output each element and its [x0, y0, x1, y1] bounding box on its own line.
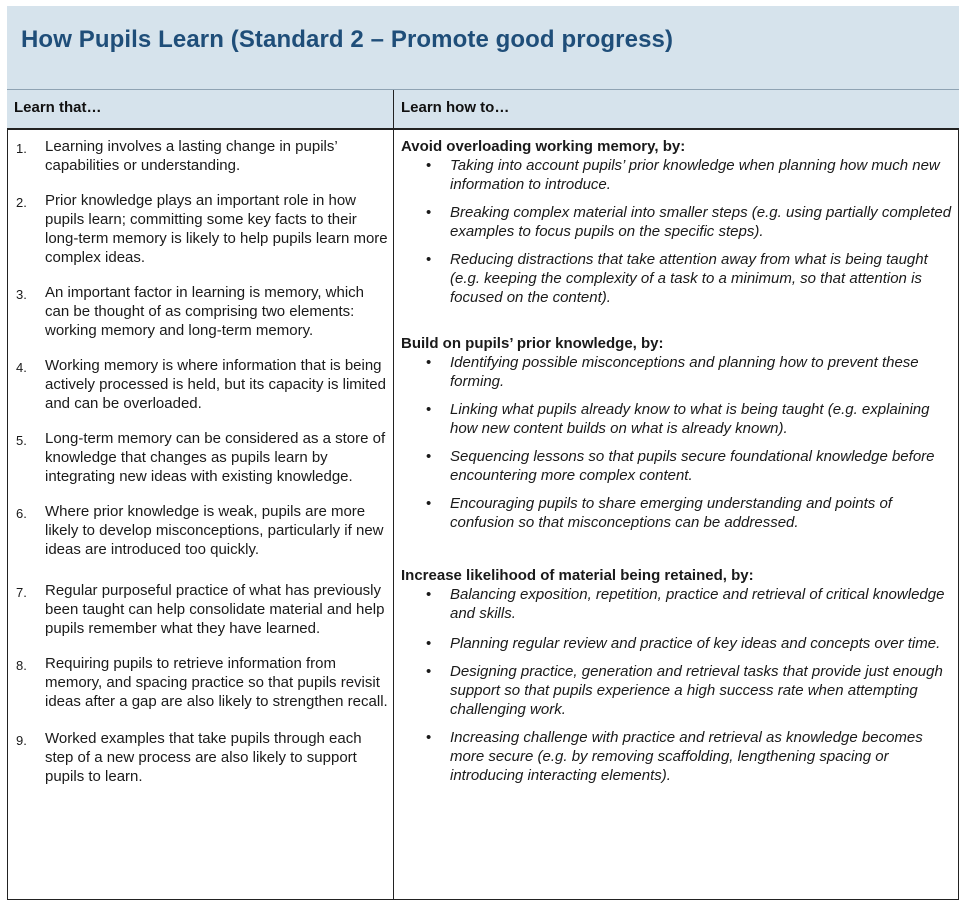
section-heading: Build on pupils’ prior knowledge, by:: [401, 335, 664, 352]
item-number: 2.: [16, 195, 27, 210]
list-item: [14, 137, 390, 175]
bullet-item: [401, 728, 953, 785]
bullet-text: Identifying possible misconceptions and planning how to prevent these forming.: [450, 354, 919, 390]
learn-that-list: [14, 137, 390, 786]
bullet-text: Encouraging pupils to share emerging understanding and points of confusion so that misconceptions can be addressed.: [450, 495, 892, 531]
column-divider: [393, 90, 394, 900]
learn-how-column: [401, 137, 953, 785]
bullet-text: Sequencing lessons so that pupils secure foundational knowledge before encountering more complex content.: [450, 448, 935, 484]
bullet-icon: •: [426, 448, 432, 465]
item-text: Long-term memory can be considered as a store of knowledge that changes as pupils learn by integrating new ideas with existing knowledge.: [45, 430, 386, 485]
item-number: 7.: [16, 585, 27, 600]
bullet-icon: •: [426, 401, 432, 418]
title-bar: [7, 6, 959, 90]
bullet-list: [401, 156, 953, 307]
bullet-icon: •: [426, 586, 432, 603]
item-number: 4.: [16, 360, 27, 375]
item-text: Regular purposeful practice of what has previously been taught can help consolidate material and help pupils remember what they have learned.: [45, 582, 385, 637]
item-text: Learning involves a lasting change in pupils’ capabilities or understanding.: [45, 138, 338, 174]
section-heading: Avoid overloading working memory, by:: [401, 138, 686, 155]
bullet-text: Planning regular review and practice of key ideas and concepts over time.: [450, 635, 941, 652]
bullet-icon: •: [426, 635, 432, 652]
bullet-icon: •: [426, 495, 432, 512]
bullet-icon: •: [426, 157, 432, 174]
bullet-icon: •: [426, 663, 432, 680]
bullet-item: [401, 494, 953, 532]
bullet-item: [401, 353, 953, 391]
bullet-item: [401, 634, 953, 653]
bullet-icon: •: [426, 251, 432, 268]
section-heading: Increase likelihood of material being retained, by:: [401, 567, 754, 584]
list-item: [14, 429, 390, 486]
item-text: Prior knowledge plays an important role in how pupils learn; committing some key facts to their long-term memory is likely to help pupils learn more complex ideas.: [45, 192, 388, 266]
bullet-item: [401, 585, 953, 623]
bullet-icon: •: [426, 729, 432, 746]
list-item: [14, 191, 390, 267]
bullet-item: [401, 400, 953, 438]
column-header-learn-that: Learn that…: [14, 99, 102, 116]
bullet-item: [401, 156, 953, 194]
bullet-text: Linking what pupils already know to what is being taught (e.g. explaining how new content builds on what is already known).: [450, 401, 930, 437]
page-title: How Pupils Learn (Standard 2 – Promote good progress): [21, 26, 674, 53]
table-header-row: [7, 90, 959, 130]
bullet-text: Balancing exposition, repetition, practice and retrieval of critical knowledge and skills.: [450, 586, 945, 622]
item-number: 9.: [16, 733, 27, 748]
bullet-text: Taking into account pupils’ prior knowledge when planning how much new information to introduce.: [450, 157, 940, 193]
list-item: [14, 502, 390, 559]
bullet-item: [401, 203, 953, 241]
item-number: 8.: [16, 658, 27, 673]
bullet-list: [401, 585, 953, 785]
bullet-text: Reducing distractions that take attention away from what is being taught (e.g. keeping the complexity of a task to a minimum, so that attention is focused on the content).: [450, 251, 928, 306]
item-number: 3.: [16, 287, 27, 302]
item-number: 6.: [16, 506, 27, 521]
bullet-item: [401, 250, 953, 307]
item-text: Requiring pupils to retrieve information from memory, and spacing practice so that pupils revisit ideas after a gap are also likely to strengthen recall.: [45, 655, 388, 710]
list-item: [14, 729, 390, 786]
bullet-item: [401, 447, 953, 485]
item-text: Working memory is where information that is being actively processed is held, but its capacity is limited and can be overloaded.: [45, 357, 386, 412]
column-header-learn-how: Learn how to…: [401, 99, 510, 116]
list-item: [14, 283, 390, 340]
item-text: Where prior knowledge is weak, pupils are more likely to develop misconceptions, particularly if new ideas are introduced too quickly.: [45, 503, 384, 558]
list-item: [14, 356, 390, 413]
list-item: [14, 654, 390, 711]
bullet-icon: •: [426, 354, 432, 371]
bullet-item: [401, 662, 953, 719]
item-text: Worked examples that take pupils through each step of a new process are also likely to support pupils to learn.: [45, 730, 362, 785]
bullet-list: [401, 353, 953, 532]
item-number: 5.: [16, 433, 27, 448]
bullet-text: Increasing challenge with practice and retrieval as knowledge becomes more secure (e.g. by removing scaffolding, lengthening spacing or introducing interacting elements).: [450, 729, 923, 784]
table-bottom-border: [7, 899, 959, 900]
item-text: An important factor in learning is memory, which can be thought of as comprising two elements: working memory and long-term memory.: [45, 284, 365, 339]
bullet-text: Breaking complex material into smaller steps (e.g. using partially completed examples to focus pupils on the specific steps).: [450, 204, 952, 240]
item-number: 1.: [16, 141, 27, 156]
bullet-text: Designing practice, generation and retrieval tasks that provide just enough support so that pupils experience a high success rate when attempting challenging work.: [450, 663, 943, 718]
bullet-icon: •: [426, 204, 432, 221]
list-item: [14, 581, 390, 638]
